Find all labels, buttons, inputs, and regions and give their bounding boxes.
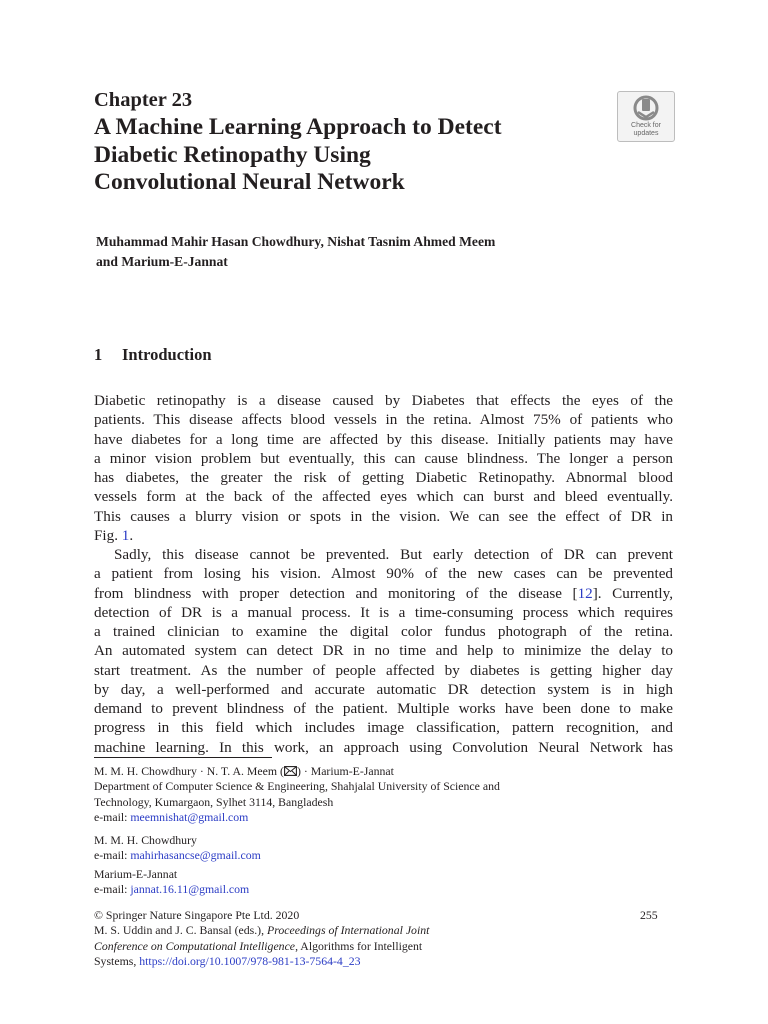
paragraph-line: machine learning. In this work, an approach using Convolution Neural Network has — [94, 738, 673, 756]
email-link[interactable]: jannat.16.11@gmail.com — [130, 882, 250, 897]
fig-ref-prefix: Fig. — [94, 526, 122, 544]
badge-label — [618, 122, 674, 137]
citation-link[interactable]: 12 — [577, 584, 593, 602]
paragraph-line: a trained clinician to examine the digital color fundus photograph of the retina. — [94, 623, 673, 640]
chapter-title — [94, 114, 614, 197]
section-number: 1 — [94, 345, 103, 364]
proceedings-title: Conference on Computational Intelligence — [94, 938, 296, 953]
text-span: from blindness with proper detection and monitoring of the disease [ — [94, 584, 578, 602]
email-line — [94, 848, 261, 863]
section-title: Introduction — [122, 345, 212, 364]
text-span: ) · Marium-E-Jannat — [296, 764, 394, 778]
author-contact — [94, 833, 261, 864]
check-for-updates-badge[interactable] — [617, 91, 675, 142]
paragraph-line: vessels form at the back of the affected eyes which can burst and bleed eventually. — [94, 488, 673, 506]
paragraph-line: has diabetes, the greater the risk of getting Diabetic Retinopathy. Abnormal blood — [94, 469, 673, 486]
title-line: Convolutional Neural Network — [94, 169, 405, 195]
paragraph-line: start treatment. As the number of people affected by diabetes is getting higher day — [94, 661, 673, 679]
email-line — [94, 810, 500, 825]
text-span: M. S. Uddin and J. C. Bansal (eds.), — [94, 923, 268, 938]
email-label: e-mail: — [94, 810, 131, 825]
paragraph-line: patients. This disease affects blood vessels in the retina. Almost 75% of patients who — [94, 411, 673, 429]
email-link[interactable]: mahirhasancse@gmail.com — [130, 848, 261, 863]
author-line: and Marium-E-Jannat — [96, 253, 228, 269]
envelope-icon — [284, 766, 297, 776]
author-name: Marium-E-Jannat — [94, 867, 178, 881]
paragraph-line — [94, 526, 673, 545]
paragraph-line: Diabetic retinopathy is a disease caused by Diabetes that effects the eyes of the — [94, 392, 673, 409]
check-for-updates-icon — [633, 95, 659, 121]
text-span: Systems, — [94, 954, 140, 969]
badge-label-line: updates — [633, 129, 659, 137]
author-name: M. M. H. Chowdhury — [94, 833, 197, 847]
paragraph-line: detection of DR is a manual process. It is a time-consuming process which requires — [94, 603, 673, 621]
doi-link[interactable]: https://doi.org/10.1007/978-981-13-7564-4_23 — [139, 954, 361, 969]
body-text — [94, 391, 673, 757]
paragraph-line: This causes a blurry vision or spots in the vision. We can see the effect of DR in — [94, 507, 673, 525]
paragraph-line: An automated system can detect DR in no time and help to minimize the delay to — [94, 642, 673, 660]
author-list — [96, 232, 495, 271]
email-line — [94, 882, 249, 897]
copyright-block — [94, 908, 429, 970]
paragraph-line: have diabetes for a long time are affected by this disease. Initially patients may have — [94, 430, 673, 448]
chapter-number: Chapter 23 — [94, 89, 193, 111]
department-line: Technology, Kumargaon, Sylhet 3114, Bangladesh — [94, 794, 334, 809]
author-line: Muhammad Mahir Hasan Chowdhury, Nishat Tasnim Ahmed Meem — [96, 234, 496, 249]
figure-link[interactable]: 1 — [121, 526, 130, 544]
author-affiliation-line — [94, 764, 500, 779]
proceedings-title: Proceedings of International Joint — [267, 923, 430, 938]
department-line: Department of Computer Science & Engineering, Shahjalal University of Science and — [94, 779, 500, 794]
affiliation-block — [94, 764, 500, 826]
text-span: , Algorithms for Intelligent — [295, 938, 423, 953]
title-line: A Machine Learning Approach to Detect — [94, 114, 502, 140]
paragraph-line — [94, 584, 673, 603]
email-link[interactable]: meemnishat@gmail.com — [130, 810, 249, 825]
page-number: 255 — [640, 908, 658, 922]
paragraph-line: Sadly, this disease cannot be prevented. But early detection of DR can prevent — [114, 546, 673, 563]
fig-ref-suffix: . — [129, 526, 134, 544]
citation-line — [94, 954, 429, 969]
citation-line — [94, 923, 429, 938]
paragraph-line: progress in this field which includes image classification, pattern recognition, and — [94, 719, 673, 737]
paragraph-line: a patient from losing his vision. Almost 90% of the new cases can be prevented — [94, 565, 673, 583]
footnote-divider — [94, 757, 272, 758]
text-span: ]. Currently, — [592, 584, 673, 602]
paragraph-line: demand to prevent blindness of the patient. Multiple works have been done to make — [94, 700, 673, 717]
citation-line — [94, 939, 429, 954]
email-label: e-mail: — [94, 848, 131, 863]
email-label: e-mail: — [94, 882, 131, 897]
author-contact — [94, 867, 249, 898]
section-heading — [94, 345, 212, 365]
copyright-line: © Springer Nature Singapore Pte Ltd. 2020 — [94, 908, 300, 922]
badge-label-line: Check for — [631, 122, 661, 129]
paragraph-line: a minor vision problem but eventually, this can cause blindness. The longer a person — [94, 449, 673, 467]
title-line: Diabetic Retinopathy Using — [94, 141, 371, 168]
text-span: M. M. H. Chowdhury · N. T. A. Meem ( — [94, 764, 284, 778]
paragraph-line: by day, a well-performed and accurate automatic DR detection system is in high — [94, 680, 673, 698]
